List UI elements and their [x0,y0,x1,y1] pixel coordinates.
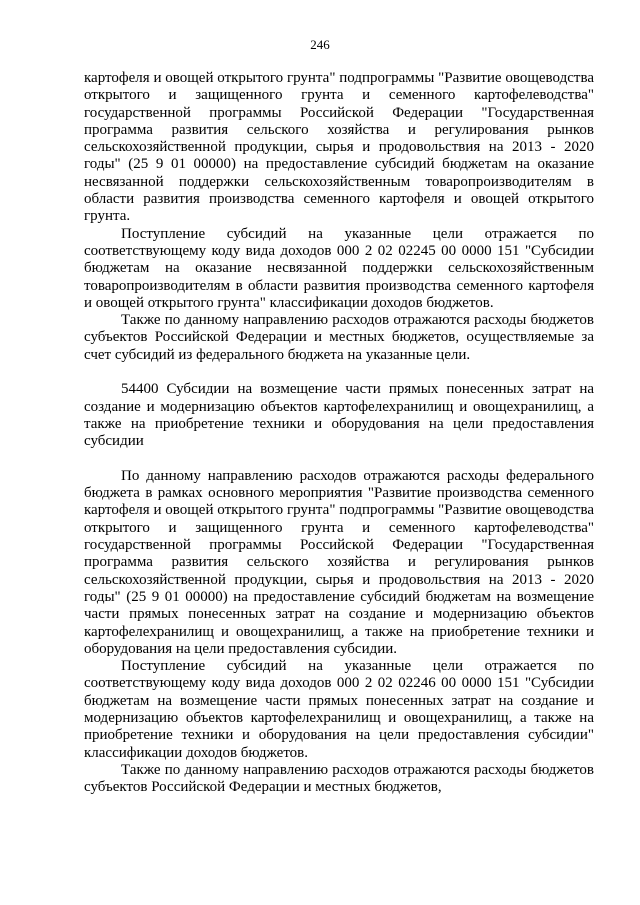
paragraph-direction-expenses: По данному направлению расходов отражаются расходы федерального бюджета в рамках основного мероприятия "Развитие производства семенного картофеля и овощей открытого грунта" подпрограммы "Развитие овощеводства открытого и защищенного грунта и семенного картофелеводства" государственной программы Российской Федерации "Государственная программа развития сельского хозяйства и регулирования рынков сельскохозяйственной продукции, сырья и продовольствия на 2013 - 2020 годы" (25 9 01 00000) на предоставление субсидий бюджетам на возмещение части прямых понесенных затрат на создание и модернизацию объектов картофелехранилищ и овощехранилищ, а также на приобретение техники и оборудования на цели предоставления субсидии. [84,467,594,657]
paragraph-continuation: картофеля и овощей открытого грунта" подпрограммы "Развитие овощеводства открытого и защищенного грунта и семенного картофелеводства" государственной программы Российской Федерации "Государственная программа развития сельского хозяйства и регулирования рынков сельскохозяйственной продукции, сырья и продовольствия на 2013 - 2020 годы" (25 9 01 00000) на предоставление субсидий бюджетам на оказание несвязанной поддержки сельскохозяйственным товаропроизводителям в области развития производства семенного картофеля и овощей открытого грунта. [84,70,594,225]
page-number: 246 [310,37,330,52]
paragraph-also-reflected-2: Также по данному направлению расходов отражаются расходы бюджетов субъектов Российской Федерации и местных бюджетов, [84,761,594,796]
section-heading-54400: 54400 Субсидии на возмещение части прямых понесенных затрат на создание и модернизацию объектов картофелехранилищ и овощехранилищ, а также на приобретение техники и оборудования на цели предоставления субсидии [84,381,594,450]
document-body [84,70,594,796]
paragraph-also-reflected: Также по данному направлению расходов отражаются расходы бюджетов субъектов Российской Федерации и местных бюджетов, осуществляемые за счет субсидий из федерального бюджета на указанные цели. [84,312,594,363]
paragraph-revenue-receipt-2: Поступление субсидий на указанные цели отражается по соответствующему коду вида доходов 000 2 02 02246 00 0000 151 "Субсидии бюджетам на возмещение части прямых понесенных затрат на создание и модернизацию объектов картофелехранилищ и овощехранилищ, а также на приобретение техники и оборудования на цели предоставления субсидии" классификации доходов бюджетов. [84,658,594,761]
paragraph-revenue-receipt: Поступление субсидий на указанные цели отражается по соответствующему коду вида доходов 000 2 02 02245 00 0000 151 "Субсидии бюджетам на оказание несвязанной поддержки сельскохозяйственным товаропроизводителям в области развития производства семенного картофеля и овощей открытого грунта" классификации доходов бюджетов. [84,225,594,311]
